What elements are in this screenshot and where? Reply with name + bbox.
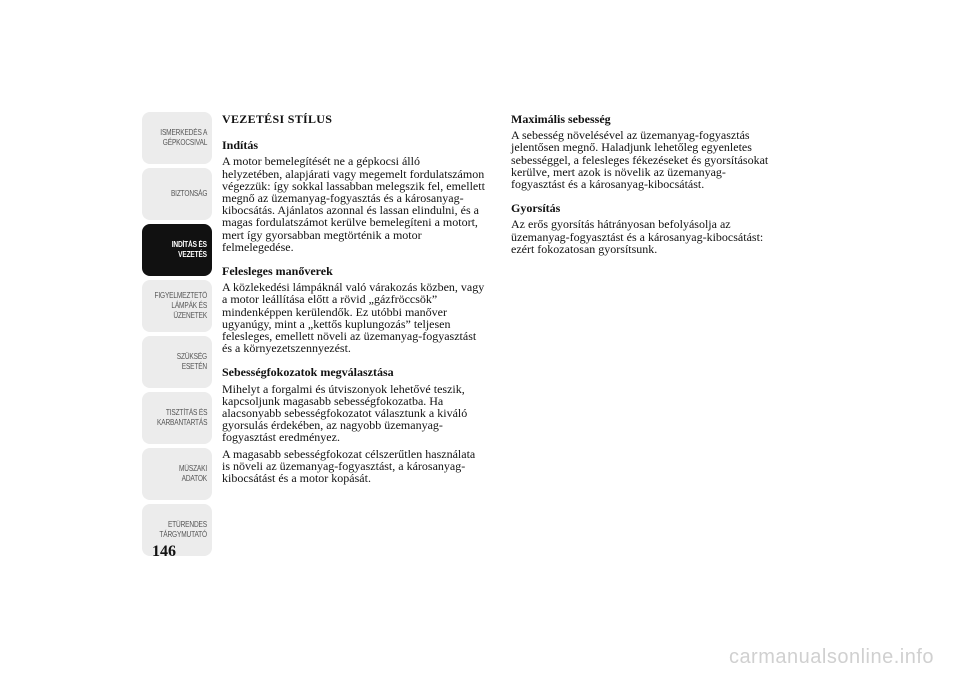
section-title-gyorsitas: Gyorsítás <box>511 201 561 216</box>
tab-label: MŰSZAKI ADATOK <box>178 464 207 483</box>
chapter-sidebar <box>142 112 212 560</box>
tab-ismerkedes[interactable] <box>142 112 212 164</box>
section-text-maximalis-sebesseg: A sebesség növelésével az üzemanyag-fogyasztás jelentősen megnő. Haladjunk lehetőleg egyenletes sebességgel, a felesleges fékezéseket és gyorsításokat kerülve, mert azok is növelik az üzemanyag- fogyasztást és a károsanyag-kibocsátást. <box>511 128 769 192</box>
tab-label: FIGYELMEZTETŐ LÁMPÁK ÉS ÜZENETEK <box>154 291 207 320</box>
tab-label: INDÍTÁS ÉS VEZETÉS <box>171 240 207 259</box>
section-text-sebessegfokozatok-1: Mihelyt a forgalmi és útviszonyok lehetővé teszik, kapcsoljunk magasabb sebességfokozatba. Ha alacsonyabb sebességfokozatot választunk a kiváló gyorsulás érdekében, az nagyobb üzemanyag- fogyasztást eredményez. <box>222 381 468 445</box>
section-title-inditas: Indítás <box>222 138 259 153</box>
page-title: VEZETÉSI STÍLUS <box>222 112 333 126</box>
tab-biztonsag[interactable] <box>142 168 212 220</box>
section-title-sebessegfokozatok: Sebességfokozatok megválasztása <box>222 365 394 380</box>
page-number: 146 <box>152 543 176 560</box>
tab-tisztitas-es-karbantartas[interactable] <box>142 392 212 444</box>
tab-label: SZÜKSÉG ESETÉN <box>176 352 207 371</box>
tab-szukseg-eseten[interactable] <box>142 336 212 388</box>
tab-label: TISZTÍTÁS ÉS KARBANTARTÁS <box>156 408 207 427</box>
watermark: carmanualsonline.info <box>728 646 934 668</box>
section-title-maximalis-sebesseg: Maximális sebesség <box>511 112 611 126</box>
tab-label: ETŰRENDES TÁRGYMUTATÓ <box>159 520 207 539</box>
section-text-inditas: A motor bemelegítését ne a gépkocsi álló helyzetében, alapjárati vagy megemelt fordulatszámon végezzük: így sokkal lassabban melegszik fel, emellett megnő az üzemanyag-fogyasztás és a károsanyag- kibocsátás. Ajánlatos azonnal és lassan elindulni, és a magas fordulatszámot kerülve bemelegíteni a motort, mert így gyorsabban megtörténik a motor felmelegedése. <box>222 154 485 254</box>
tab-muszaki-adatok[interactable] <box>142 448 212 500</box>
tab-label: BIZTONSÁG <box>170 189 207 198</box>
right-column <box>511 113 783 267</box>
section-text-gyorsitas: Az erős gyorsítás hátrányosan befolyásolja az üzemanyag-fogyasztást és a károsanyag-kibocsátást: ezért fokozatosan gyorsítsunk. <box>511 217 764 256</box>
section-title-felesleges-manoverek: Felesleges manőverek <box>222 264 333 279</box>
section-text-felesleges-manoverek: A közlekedési lámpáknál való várakozás közben, vagy a motor leállítása előtt a rövid „gázfröccsök” mindenképpen kerülendők. Ez utóbbi manőver ugyanúgy, mint a „kettős kuplungozás” teljesen felesleges, emellett növeli az üzemanyag-fogyasztást és a környezetszennyezést. <box>222 280 485 356</box>
section-text-sebessegfokozatok-2: A magasabb sebességfokozat célszerűtlen használata is növeli az üzemanyag-fogyasztást, a károsanyag- kibocsátást és a motor kopását. <box>222 446 476 486</box>
left-column <box>222 113 494 496</box>
tab-label: ISMERKEDÉS A GÉPKOCSIVAL <box>160 128 207 147</box>
tab-inditas-es-vezetes[interactable] <box>142 224 212 276</box>
tab-figyelmezteto-lampak[interactable] <box>142 280 212 332</box>
